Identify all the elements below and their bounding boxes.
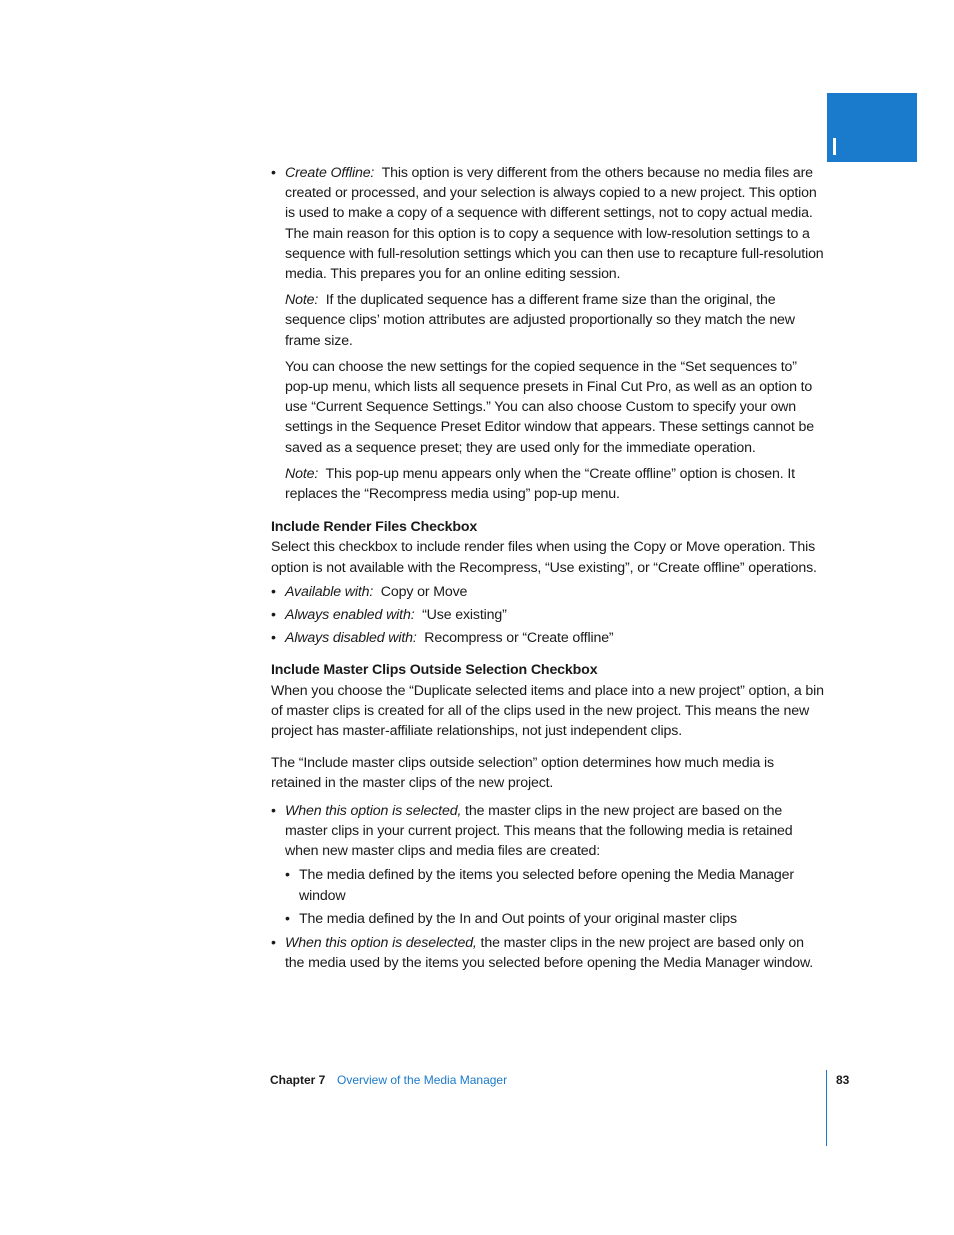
create-offline-text: This option is very different from the others because no media files are created or processed, and your selection is always copied to a new project. This option is used to make a copy of a sequence with different settings, not to copy actual media. The main reason for this option is to copy a sequence with low-resolution settings to a sequence with full-resolution settings which you can then use to recapture full-resolution media. This prepares you for an online editing session. [285, 165, 824, 283]
render-files-item-text: Recompress or “Create offline” [424, 630, 614, 647]
note-2-text: This pop-up menu appears only when the “Create offline” option is chosen. It replaces the “Recompress media using” pop-up menu. [285, 465, 795, 503]
note-1-lead: Note: [285, 292, 319, 309]
render-files-item-lead: Available with: [285, 583, 374, 600]
chapter-tab-mark [833, 138, 836, 155]
master-clips-heading: Include Master Clips Outside Selection Checkbox [271, 662, 598, 679]
main-content [271, 163, 826, 973]
deselected-lead: When this option is deselected, [285, 934, 477, 951]
create-offline-paragraph: You can choose the new settings for the copied sequence in the “Set sequences to” pop-up menu, which lists all sequence presets in Final Cut Pro, as well as an option to use “Current Sequence Settings.” You can also choose Custom to specify your own settings in the Sequence Preset Editor window that appears. These settings cannot be saved as a sequence preset; they are used only for the immediate operation. [285, 358, 814, 456]
render-files-item [271, 628, 826, 648]
create-offline-note-2 [271, 464, 826, 504]
master-clips-text-2: The “Include master clips outside selection” option determines how much media is retained in the master clips of the new project. [271, 755, 774, 792]
master-clips-sub-item: • The media defined by the In and Out points of your original master clips [271, 909, 826, 929]
render-files-item-lead: Always enabled with: [285, 607, 415, 624]
note-1-text: If the duplicated sequence has a different frame size than the original, the sequence clips’ motion attributes are adjusted proportionally so they match the new frame size. [285, 292, 795, 349]
render-files-item-lead: Always disabled with: [285, 630, 417, 647]
master-clips-selected-item [271, 801, 826, 862]
create-offline-item [271, 163, 826, 284]
note-2-lead: Note: [285, 465, 319, 482]
selected-lead: When this option is selected, [285, 802, 462, 819]
footer-divider [826, 1070, 827, 1146]
deselected-text: the master clips in the new project are based only on the media used by the items you selected before opening the Media Manager window. [285, 934, 814, 972]
master-clips-deselected-item [271, 933, 826, 973]
master-clips-sub-item: • The media defined by the items you selected before opening the Media Manager window [271, 865, 826, 905]
footer-chapter: Chapter 7 [270, 1073, 326, 1087]
create-offline-note-1 [271, 290, 826, 351]
selected-text: the master clips in the new project are based on the master clips in your current project. This means that the following media is retained when new master clips and media files are created: [285, 802, 793, 860]
footer-chapter-title[interactable]: Overview of the Media Manager [337, 1073, 508, 1087]
render-files-item [271, 605, 826, 625]
render-files-item [271, 582, 826, 602]
render-files-item-text: “Use existing” [422, 607, 507, 624]
create-offline-lead: Create Offline: [285, 165, 375, 181]
render-files-item-text: Copy or Move [380, 583, 468, 600]
chapter-tab [827, 93, 917, 162]
page-number: 83 [836, 1073, 850, 1087]
render-files-text: Select this checkbox to include render files when using the Copy or Move operation. This option is not available with the Recompress, “Use existing”, or “Create offline” operations. [271, 539, 817, 576]
render-files-heading: Include Render Files Checkbox [271, 519, 478, 536]
master-clips-text-1: When you choose the “Duplicate selected items and place into a new project” option, a bin of master clips is created for all of the clips used in the new project. This means the new project has master-affiliate relationships, not just independent clips. [271, 682, 824, 740]
